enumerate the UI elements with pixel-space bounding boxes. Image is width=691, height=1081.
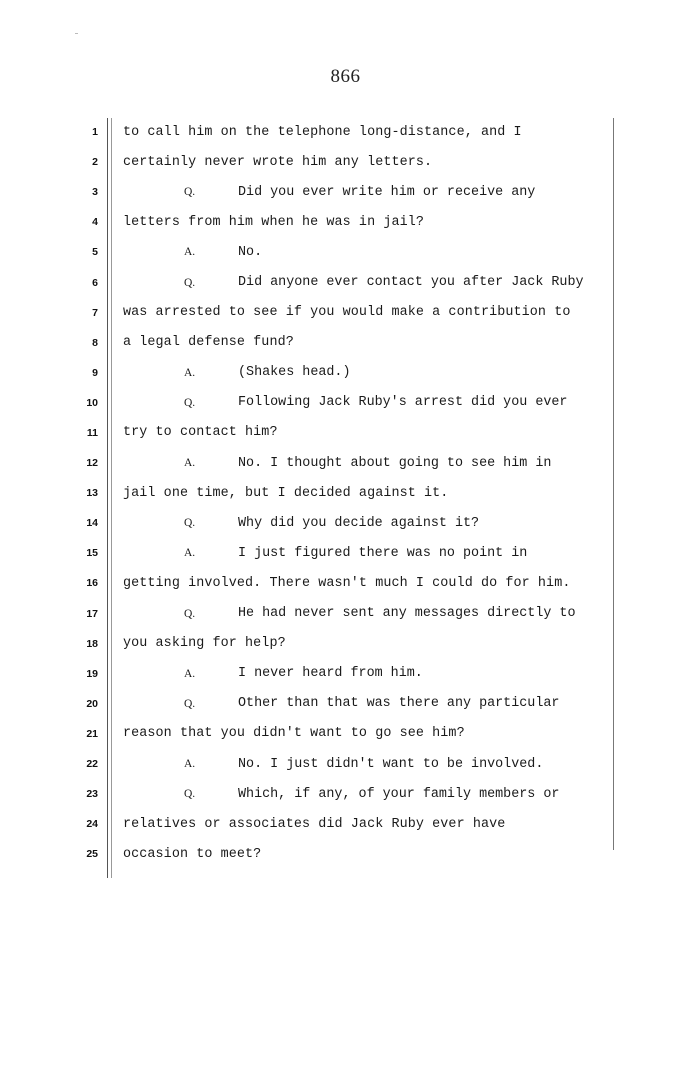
line-text: Following Jack Ruby's arrest did you ever	[238, 395, 568, 411]
speaker-marker: Q.	[184, 697, 196, 710]
line-text: jail one time, but I decided against it.	[123, 485, 449, 501]
line-text: you asking for help?	[123, 636, 286, 652]
speaker-marker: A.	[184, 366, 196, 379]
line-text: Other than that was there any particular	[238, 696, 560, 712]
transcript-line	[0, 177, 691, 207]
line-number: 13	[86, 487, 98, 500]
line-text: (Shakes head.)	[238, 365, 351, 381]
line-number: 15	[86, 547, 98, 560]
speaker-marker: Q.	[184, 517, 196, 530]
speaker-marker: Q.	[184, 788, 196, 801]
transcript-line	[0, 207, 691, 237]
speaker-marker: Q.	[184, 186, 196, 199]
transcript-line	[0, 809, 691, 839]
transcript-line	[0, 689, 691, 719]
line-number: 16	[86, 577, 98, 590]
transcript-line	[0, 267, 691, 297]
speaker-marker: A.	[184, 667, 196, 680]
line-text: certainly never wrote him any letters.	[123, 154, 433, 170]
line-text: a legal defense fund?	[123, 335, 294, 351]
line-number: 6	[92, 276, 98, 289]
page-number: 866	[330, 66, 361, 87]
line-text: letters from him when he was in jail?	[123, 214, 425, 230]
transcript-line	[0, 478, 691, 508]
transcript-line	[0, 388, 691, 418]
line-number: 5	[92, 246, 98, 259]
transcript-line	[0, 117, 691, 147]
line-number: 2	[92, 156, 98, 169]
speaker-marker: A.	[184, 758, 196, 771]
line-text: Did anyone ever contact you after Jack Ruby	[238, 275, 584, 291]
transcript-line	[0, 659, 691, 689]
line-text: Did you ever write him or receive any	[238, 184, 536, 200]
transcript-line	[0, 298, 691, 328]
line-text: getting involved. There wasn't much I could do for him.	[123, 575, 571, 591]
line-number: 14	[86, 517, 98, 530]
line-text: occasion to meet?	[123, 846, 262, 862]
transcript-line	[0, 749, 691, 779]
line-text: Why did you decide against it?	[238, 515, 480, 531]
line-number: 11	[86, 426, 98, 439]
line-text: He had never sent any messages directly to	[238, 606, 576, 622]
line-text: I never heard from him.	[238, 666, 423, 682]
line-number: 3	[92, 186, 98, 199]
line-text: reason that you didn't want to go see him?	[123, 726, 465, 742]
speaker-marker: A.	[184, 457, 196, 470]
speaker-marker: Q.	[184, 396, 196, 409]
transcript-line	[0, 508, 691, 538]
speaker-marker: A.	[184, 246, 196, 259]
transcript-line	[0, 418, 691, 448]
line-number: 1	[92, 126, 98, 139]
line-number: 17	[86, 607, 98, 620]
line-number: 10	[86, 396, 98, 409]
transcript-line	[0, 629, 691, 659]
line-text: No.	[238, 244, 263, 260]
line-text: relatives or associates did Jack Ruby ever have	[123, 816, 506, 832]
line-number: 4	[92, 216, 98, 229]
speaker-marker: Q.	[184, 276, 196, 289]
line-text: I just figured there was no point in	[238, 545, 528, 561]
line-text: try to contact him?	[123, 425, 278, 441]
speaker-marker: Q.	[184, 607, 196, 620]
line-number: 20	[86, 697, 98, 710]
line-number: 25	[86, 848, 98, 861]
transcript-line	[0, 599, 691, 629]
transcript-line	[0, 358, 691, 388]
transcript-line	[0, 237, 691, 267]
line-number: 8	[92, 336, 98, 349]
transcript-line	[0, 538, 691, 568]
line-text: to call him on the telephone long-distance, and I	[123, 124, 522, 140]
line-number: 18	[86, 637, 98, 650]
line-number: 21	[86, 727, 98, 740]
line-number: 24	[86, 818, 98, 831]
speaker-marker: A.	[184, 547, 196, 560]
transcript-lines	[0, 117, 691, 869]
line-text: was arrested to see if you would make a contribution to	[123, 305, 571, 321]
transcript-line	[0, 147, 691, 177]
transcript-line	[0, 719, 691, 749]
line-text: No. I just didn't want to be involved.	[238, 756, 544, 772]
transcript-line	[0, 448, 691, 478]
line-number: 7	[92, 306, 98, 319]
line-number: 9	[92, 366, 98, 379]
transcript-line	[0, 839, 691, 869]
line-text: No. I thought about going to see him in	[238, 455, 552, 471]
line-text: Which, if any, of your family members or	[238, 786, 560, 802]
line-number: 12	[86, 457, 98, 470]
transcript-line	[0, 328, 691, 358]
line-number: 22	[86, 758, 98, 771]
transcript-line	[0, 779, 691, 809]
line-number: 19	[86, 667, 98, 680]
line-number: 23	[86, 788, 98, 801]
transcript-line	[0, 568, 691, 598]
scan-mark	[75, 33, 78, 34]
